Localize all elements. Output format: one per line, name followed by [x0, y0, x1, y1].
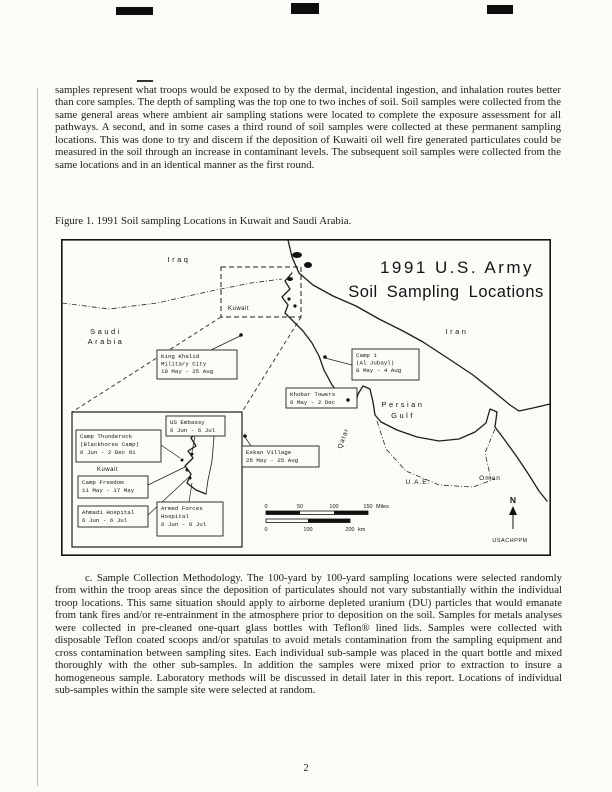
- scan-edge-line: [37, 88, 38, 786]
- north-arrow: [509, 495, 517, 529]
- site-label: 6 May - 2 Dec: [290, 399, 336, 406]
- site-label: 19 May - 25 Aug: [161, 368, 214, 375]
- page-number: 2: [303, 763, 309, 774]
- label-arabia: Arabia: [87, 337, 125, 346]
- scale-tick: 100: [329, 504, 339, 510]
- site-label: (Blackhorse Camp): [80, 441, 140, 448]
- site-box-armed-forces: [157, 502, 223, 536]
- map-canvas: [61, 239, 551, 556]
- stray-mark: [137, 80, 153, 82]
- site-label: 8 May - 4 Aug: [356, 367, 402, 374]
- scale-unit-km: km: [358, 527, 366, 533]
- site-label: US Embassy: [170, 419, 205, 426]
- scale-tick: 0: [264, 504, 268, 510]
- site-label: Khobar Towers: [290, 391, 336, 398]
- north-label: N: [509, 495, 517, 505]
- redaction-mark: [291, 3, 319, 14]
- site-label: 6 Jun - 2 Dec 91: [80, 449, 136, 456]
- label-kuwait-inset: Kuwait: [97, 467, 119, 473]
- site-label: (Al Jubayl): [356, 359, 395, 367]
- site-label: Hospital: [161, 513, 189, 520]
- scale-unit-miles: Miles: [376, 504, 389, 510]
- site-label: Armed Forces: [161, 505, 203, 512]
- scale-bar: [264, 504, 389, 533]
- site-label: 11 May - 17 May: [82, 487, 135, 494]
- figure-1-map: [61, 239, 551, 561]
- paragraph-2: [55, 572, 562, 697]
- site-label: Camp Thunderock: [80, 433, 133, 440]
- label-qatar: Qatar: [336, 427, 351, 450]
- label-saudi: Saudi: [90, 327, 122, 336]
- site-label: Camp 1: [356, 352, 377, 359]
- scale-tick: 200: [345, 527, 355, 533]
- site-label: Military City: [161, 360, 207, 368]
- iraq-saudi-border: [62, 279, 282, 309]
- para2-heading: c. Sample Collection Methodology.: [85, 572, 243, 584]
- site-label: Camp Freedom: [82, 479, 124, 486]
- site-box-ahmadi: [78, 506, 148, 527]
- uae-oman-border: [485, 429, 495, 479]
- site-label: 25 May - 25 Aug: [246, 457, 299, 464]
- scale-tick: 50: [296, 504, 304, 510]
- site-label: Eskan Village: [246, 449, 292, 456]
- site-label: Ahmadi Hospital: [82, 509, 135, 516]
- site-box-khobar: [286, 388, 357, 408]
- site-box-camp1: [352, 349, 419, 380]
- site-label: King Khalid: [161, 353, 200, 360]
- map-title-line1: 1991 U.S. Army: [379, 258, 535, 277]
- label-gulf: Gulf: [391, 411, 415, 420]
- map-credit: USACHPPM: [492, 538, 528, 544]
- scale-tick: 100: [303, 527, 313, 533]
- figure-caption: Figure 1. 1991 Soil sampling Locations in Kuwait and Saudi Arabia.: [55, 215, 352, 227]
- label-iran: Iran: [445, 327, 469, 336]
- map-title-line2: Soil Sampling Locations: [348, 283, 544, 301]
- kuwait-ink-blobs: [287, 252, 312, 308]
- site-box-embassy: [166, 416, 225, 436]
- label-oman: Oman: [479, 475, 501, 482]
- site-label: 6 Jun - 6 Jul: [170, 427, 216, 434]
- arabian-coastline: [282, 273, 547, 501]
- site-box-thunderock: [76, 430, 161, 462]
- label-iraq: Iraq: [167, 255, 191, 264]
- site-label: 6 Jun - 6 Jul: [161, 521, 207, 528]
- site-box-king-khalid: [157, 350, 237, 379]
- paragraph-1: samples represent what troops would be exposed to by the dermal, incidental ingestion, and inhalation routes better than core samples. The depth of sampling was the top one to two inches of soil. Soil samples were collected from the same general areas where ambient air sampling stations were located to complete the exposure assessment for all pathways. A second, and in some cases a third round of soil samples were collected at these permanent sampling locations. This was done to try and discern if the deposition of Kuwaiti oil well fire generated particulates could be measured in the soil through an increase in contaminant levels. The subsequent soil samples were collected from the same locations and in an identical manner as the first round.: [55, 84, 561, 171]
- site-box-freedom: [78, 476, 148, 498]
- scale-tick: 150: [363, 504, 373, 510]
- scale-tick: 0: [264, 527, 268, 533]
- label-persian: Persian: [381, 400, 425, 409]
- para2-body: The 100-yard by 100-yard sampling locations were selected randomly from within the troop areas since the deposition of particulates should not vary substantially within the individual troop locations. This same situation should apply to airborne depleted uranium (DU) particles that would emanate from tank fires and/or re-entrainment in the atmosphere prior to deposition on the soil. Samples for metals analyses were collected in pre-cleaned one-quart glass bottles with Teflon® lined lids. Samples were collected with disposable Teflon coated scoops and/or spatulas to avoid metals contamination from the sampling equipment and cross contamination between sampling sites. Each individual sub-sample was placed in the quart bottle and mixed thoroughly with the other sub-samples. In addition the samples were mixed prior to extraction to insure a homogeneous sample. Laboratory methods will be discussed in detail later in this report. Locations of individual sub-samples within the sample site were selected at random.: [55, 572, 563, 697]
- site-box-eskan: [242, 446, 319, 467]
- label-uae: U.A.E.: [405, 479, 431, 486]
- site-label: 6 Jun - 6 Jul: [82, 517, 128, 524]
- redaction-mark: [487, 5, 513, 14]
- redaction-mark: [116, 7, 153, 15]
- label-kuwait: Kuwait: [228, 306, 250, 312]
